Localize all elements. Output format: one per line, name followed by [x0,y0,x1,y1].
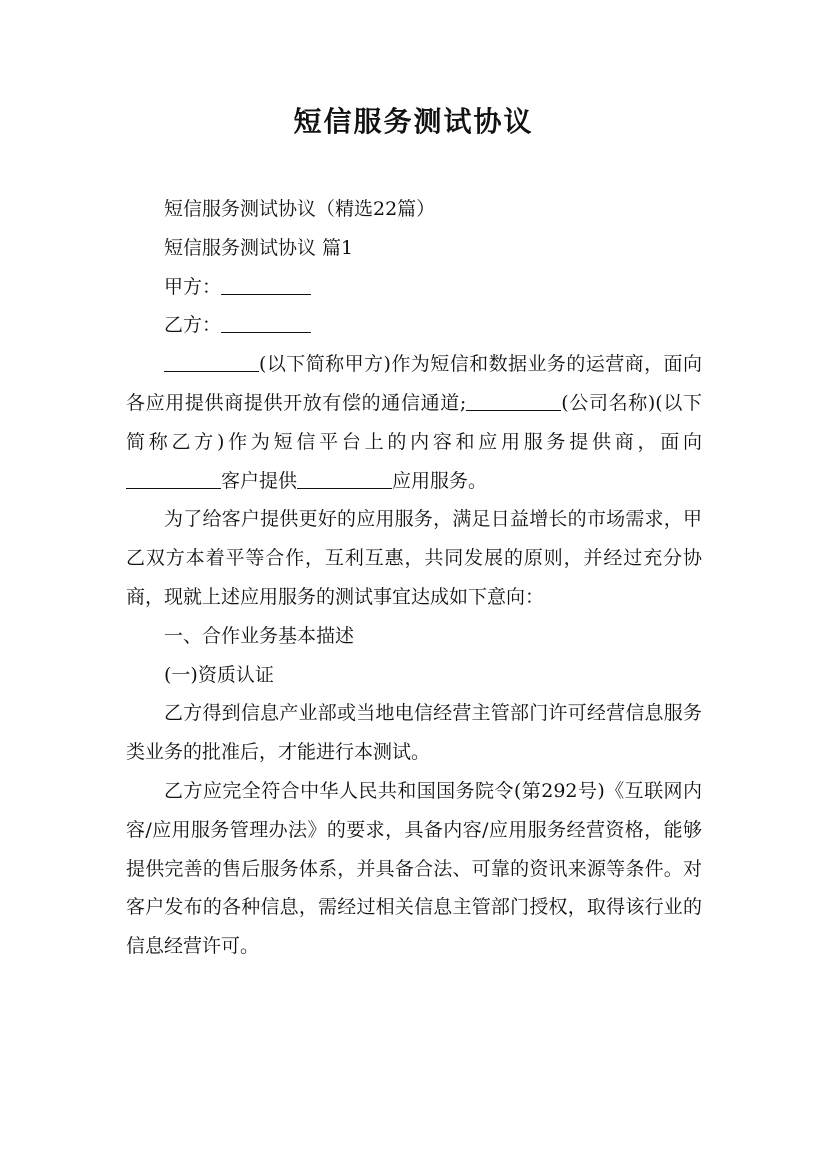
heading-1: 一、合作业务基本描述 [164,624,355,647]
paragraph-1 [126,345,702,500]
paragraph-1-part-a: (以下简称甲方)作为短信和数据业务的运营商，面向各应用提供商提供开放有偿的通信通道; [126,353,702,414]
paragraph-1-part-d: 应用服务。 [392,469,488,492]
paragraph-2: 为了给客户提供更好的应用服务，满足日益增长的市场需求，甲乙双方本着平等合作，互利互惠，共同发展的原则，并经过充分协商，现就上述应用服务的测试事宜达成如下意向： [126,508,702,608]
party-a-label: 甲方： [164,275,222,298]
blank-field [126,470,221,489]
document-body [126,190,702,966]
document-title: 短信服务测试协议 [293,105,534,138]
paragraph-4: 乙方应完全符合中华人民共和国国务院令(第292号)《互联网内容/应用服务管理办法》的要求，具备内容/应用服务经营资格，能够提供完善的售后服务体系，并具备合法、可靠的资讯来源等条件。对客户发布的各种信息，需经过相关信息主管部门授权，取得该行业的信息经营许可。 [126,779,702,958]
blank-field [466,392,561,411]
subtitle-line: 短信服务测试协议（精选22篇） [164,198,436,220]
heading-1-sub: (一)资质认证 [164,663,274,686]
party-a-line [126,268,702,307]
paragraph-1-part-c: 客户提供 [221,469,298,492]
party-a-blank [221,276,311,295]
paragraph-3: 乙方得到信息产业部或当地电信经营主管部门许可经营信息服务类业务的批准后，才能进行本测试。 [126,702,702,764]
party-b-label: 乙方： [164,314,222,337]
party-b-line [126,306,702,345]
paragraph-1-part-b: (公司名称)(以下简称乙方)作为短信平台上的内容和应用服务提供商，面向 [126,391,702,453]
blank-field [297,470,392,489]
blank-field [164,353,259,372]
section-heading: 短信服务测试协议 篇1 [164,236,354,259]
party-b-blank [221,314,311,333]
